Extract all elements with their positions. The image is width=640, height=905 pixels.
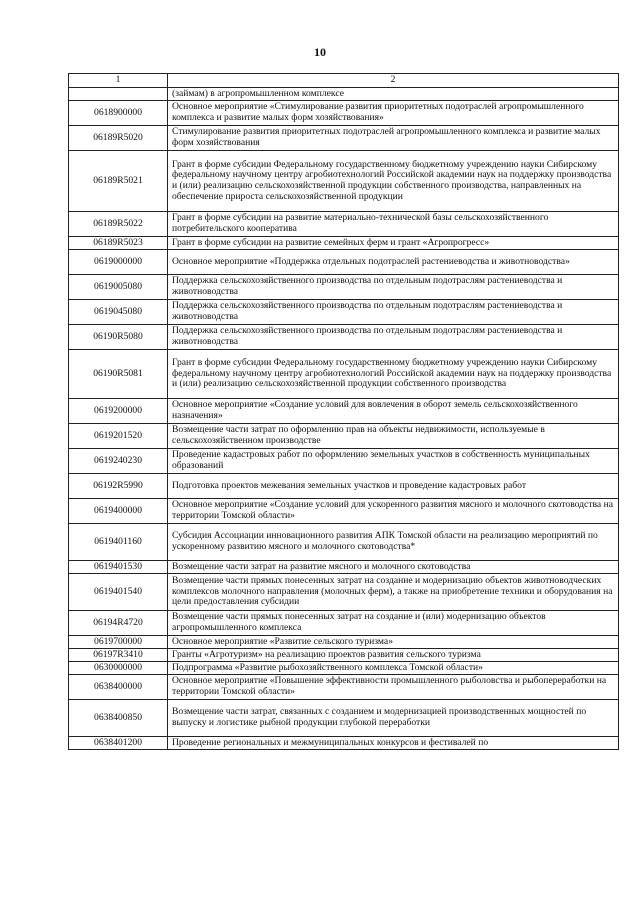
row-description: Грант в форме субсидии на развитие семейных ферм и грант «Агропрогресс»	[168, 237, 619, 250]
row-code: 06197R3410	[69, 649, 168, 662]
row-code: 0619401160	[69, 524, 168, 561]
table-row	[69, 636, 619, 649]
row-description: Основное мероприятие «Повышение эффективности промышленного рыболовства и рыбопереработки на территории Томской области»	[168, 675, 619, 700]
row-description: Субсидия Ассоциации инновационного развития АПК Томской области на реализацию мероприятий по ускоренному развитию мясного и молочного скотоводства*	[168, 524, 619, 561]
row-code: 0619200000	[69, 399, 168, 424]
row-code: 06194R4720	[69, 611, 168, 636]
table-row	[69, 237, 619, 250]
row-description: (займам) в агропромышленном комплексе	[168, 88, 619, 101]
row-description: Поддержка сельскохозяйственного производства по отдельным подотраслям растениеводства и животноводства	[168, 275, 619, 300]
row-description: Грант в форме субсидии Федеральному государственному бюджетному учреждению науки Сибирскому федеральному научному центру агробиотехнологий Российской академии наук на поддержку производства и (или) реализацию сельскохозяйственной продукции собственного производства, направленных на обеспечение прироста сельскохозяйственной продукции	[168, 151, 619, 212]
table-row	[69, 212, 619, 237]
table-row	[69, 250, 619, 275]
row-code: 0619401540	[69, 574, 168, 611]
row-code: 0619240230	[69, 449, 168, 474]
row-code: 0619201520	[69, 424, 168, 449]
row-description: Возмещение части прямых понесенных затрат на создание и (или) модернизацию объектов агропромышленного комплекса	[168, 611, 619, 636]
row-code: 0619045080	[69, 300, 168, 325]
row-code: 06189R5021	[69, 151, 168, 212]
row-description: Поддержка сельскохозяйственного производства по отдельным подотраслям растениеводства и животноводства	[168, 300, 619, 325]
row-code: 0638400850	[69, 700, 168, 737]
row-description: Основное мероприятие «Создание условий для вовлечения в оборот земель сельскохозяйственного назначения»	[168, 399, 619, 424]
table-row	[69, 300, 619, 325]
row-code: 0619000000	[69, 250, 168, 275]
row-description: Подпрограмма «Развитие рыбохозяйственного комплекса Томской области»	[168, 662, 619, 675]
row-description: Подготовка проектов межевания земельных участков и проведение кадастровых работ	[168, 474, 619, 499]
row-description: Возмещение части затрат по оформлению прав на объекты недвижимости, используемые в сельскохозяйственном производстве	[168, 424, 619, 449]
row-code	[69, 88, 168, 101]
row-code: 0619400000	[69, 499, 168, 524]
row-description: Возмещение части затрат на развитие мясного и молочного скотоводства	[168, 561, 619, 574]
row-description: Основное мероприятие «Развитие сельского туризма»	[168, 636, 619, 649]
table-row	[69, 101, 619, 126]
table-row	[69, 524, 619, 561]
row-description: Основное мероприятие «Создание условий для ускоренного развития мясного и молочного скотоводства на территории Томской области»	[168, 499, 619, 524]
row-description: Грант в форме субсидии Федеральному государственному бюджетному учреждению науки Сибирскому федеральному научному центру агробиотехнологий Российской академии наук на поддержку производства и (или) реализацию сельскохозяйственной продукции собственного производства	[168, 350, 619, 399]
table-row	[69, 151, 619, 212]
row-code: 06189R5020	[69, 126, 168, 151]
row-code: 0618900000	[69, 101, 168, 126]
table-row	[69, 275, 619, 300]
table-row	[69, 700, 619, 737]
row-code: 06190R5081	[69, 350, 168, 399]
table-row	[69, 350, 619, 399]
table-row	[69, 611, 619, 636]
row-description: Основное мероприятие «Поддержка отдельных подотраслей растениеводства и животноводства»	[168, 250, 619, 275]
table-row	[69, 662, 619, 675]
table-row	[69, 574, 619, 611]
row-code: 0619005080	[69, 275, 168, 300]
table-row	[69, 126, 619, 151]
row-code: 06192R5990	[69, 474, 168, 499]
page-number: 10	[314, 45, 326, 59]
table-row	[69, 88, 619, 101]
row-code: 06189R5022	[69, 212, 168, 237]
table-row	[69, 325, 619, 350]
row-code: 0638401200	[69, 737, 168, 750]
row-description: Проведение региональных и межмуниципальных конкурсов и фестивалей по	[168, 737, 619, 750]
table-row	[69, 399, 619, 424]
row-code: 0630000000	[69, 662, 168, 675]
row-description: Основное мероприятие «Стимулирование развития приоритетных подотраслей агропромышленного комплекса и развитие малых форм хозяйствования»	[168, 101, 619, 126]
table-row	[69, 649, 619, 662]
row-description: Гранты «Агротуризм» на реализацию проектов развития сельского туризма	[168, 649, 619, 662]
row-code: 06190R5080	[69, 325, 168, 350]
table-header-row	[69, 74, 619, 88]
row-description: Возмещение части затрат, связанных с созданием и модернизацией производственных мощностей по выпуску и логистике рыбной продукции глубокой переработки	[168, 700, 619, 737]
table-row	[69, 499, 619, 524]
table-row	[69, 424, 619, 449]
row-description: Возмещение части прямых понесенных затрат на создание и модернизацию объектов животноводческих комплексов молочного направления (молочных ферм), а также на приобретение техники и оборудования на цели предоставления субсидии	[168, 574, 619, 611]
row-code: 0619401530	[69, 561, 168, 574]
row-description: Грант в форме субсидии на развитие материально-технической базы сельскохозяйственного потребительского кооператива	[168, 212, 619, 237]
table-row	[69, 675, 619, 700]
row-description: Проведение кадастровых работ по оформлению земельных участков в собственность муниципальных образований	[168, 449, 619, 474]
table-row	[69, 449, 619, 474]
row-description: Поддержка сельскохозяйственного производства по отдельным подотраслям растениеводства и животноводства	[168, 325, 619, 350]
table-row	[69, 561, 619, 574]
row-code: 0619700000	[69, 636, 168, 649]
table-row	[69, 474, 619, 499]
column-header-code: 1	[69, 74, 168, 88]
row-code: 0638400000	[69, 675, 168, 700]
column-header-description: 2	[168, 74, 619, 88]
budget-classification-table	[68, 73, 619, 750]
table-row	[69, 737, 619, 750]
row-code: 06189R5023	[69, 237, 168, 250]
row-description: Стимулирование развития приоритетных подотраслей агропромышленного комплекса и развитие малых форм хозяйствования	[168, 126, 619, 151]
